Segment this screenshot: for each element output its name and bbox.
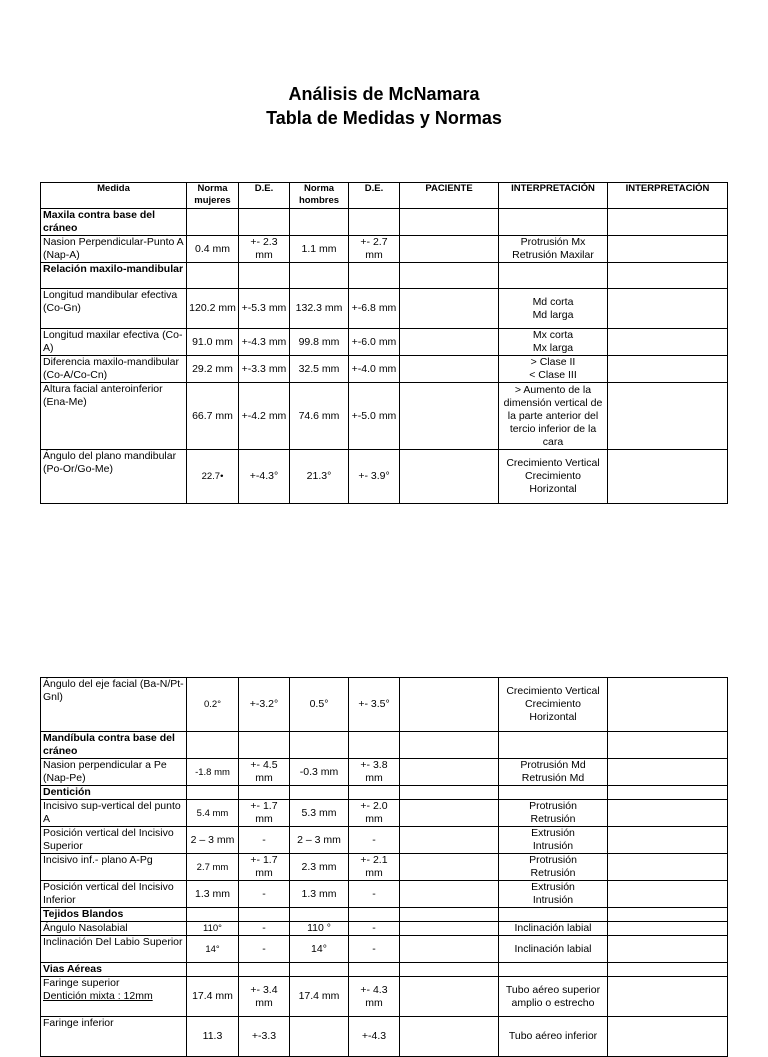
empty-cell xyxy=(400,263,499,289)
empty-cell xyxy=(349,209,400,236)
de-hombres-value: +- 3.5° xyxy=(349,678,400,732)
empty-cell xyxy=(499,786,608,800)
interpretacion-2-value xyxy=(608,881,728,908)
interpretacion-2-value xyxy=(608,383,728,450)
interpretation-line: Extrusión xyxy=(531,827,575,839)
interpretacion-2-value xyxy=(608,329,728,356)
de-hombres-value: - xyxy=(349,881,400,908)
de-mujeres-value: +-4.2 mm xyxy=(239,383,290,450)
interpretacion-value xyxy=(499,383,608,450)
norma-hombres-value: 74.6 mm xyxy=(290,383,349,450)
interpretation-line: Retrusión xyxy=(530,813,576,825)
de-hombres-value: +- 3.8 mm xyxy=(349,759,400,786)
de-mujeres-value: +-3.3 mm xyxy=(239,356,290,383)
de-mujeres-value: +-4.3 mm xyxy=(239,329,290,356)
interpretation-line: Crecimiento Vertical xyxy=(506,457,600,469)
paciente-value xyxy=(400,450,499,504)
interpretacion-2-value xyxy=(608,800,728,827)
header-norma-hombres: Norma hombres xyxy=(290,183,349,209)
interpretacion-2-value xyxy=(608,827,728,854)
header-norma-mujeres: Norma mujeres xyxy=(187,183,239,209)
measure-label: Nasion perpendicular a Pe (Nap-Pe) xyxy=(43,759,167,784)
empty-cell xyxy=(239,732,290,759)
interpretacion-value xyxy=(499,977,608,1017)
de-hombres-value: +- 2.7 mm xyxy=(349,236,400,263)
norma-mujeres-value: 2.7 mm xyxy=(187,854,239,881)
header-medida: Medida xyxy=(41,183,187,209)
empty-cell xyxy=(608,963,728,977)
section-label: Relación maxilo-mandibular xyxy=(41,263,187,289)
empty-cell xyxy=(239,209,290,236)
interpretation-line: Retrusión Maxilar xyxy=(512,249,594,261)
table-row xyxy=(41,678,728,732)
table-row xyxy=(41,881,728,908)
empty-cell xyxy=(608,732,728,759)
de-mujeres-value: +- 3.4 mm xyxy=(239,977,290,1017)
measure-name xyxy=(41,1017,187,1057)
interpretacion-value xyxy=(499,800,608,827)
measure-name xyxy=(41,356,187,383)
de-mujeres-value: +- 2.3 mm xyxy=(239,236,290,263)
measure-name xyxy=(41,977,187,1017)
interpretacion-value xyxy=(499,827,608,854)
empty-cell xyxy=(187,732,239,759)
empty-cell xyxy=(608,209,728,236)
table-row xyxy=(41,759,728,786)
header-de-mujeres: D.E. xyxy=(239,183,290,209)
norma-hombres-value: 99.8 mm xyxy=(290,329,349,356)
interpretacion-2-value xyxy=(608,936,728,963)
measure-name xyxy=(41,881,187,908)
paciente-value xyxy=(400,329,499,356)
interpretacion-value xyxy=(499,854,608,881)
norma-hombres-value: 17.4 mm xyxy=(290,977,349,1017)
measure-name xyxy=(41,922,187,936)
measure-label: Ángulo Nasolabial xyxy=(43,922,128,934)
interpretacion-value xyxy=(499,450,608,504)
empty-cell xyxy=(499,908,608,922)
de-mujeres-value: +-3.2° xyxy=(239,678,290,732)
norma-hombres-value: 2.3 mm xyxy=(290,854,349,881)
de-hombres-value: +-6.0 mm xyxy=(349,329,400,356)
de-mujeres-value: +- 4.5 mm xyxy=(239,759,290,786)
table-row xyxy=(41,1017,728,1057)
table-row xyxy=(41,827,728,854)
table-row xyxy=(41,236,728,263)
measure-name xyxy=(41,759,187,786)
interpretacion-value xyxy=(499,678,608,732)
norma-hombres-value: 32.5 mm xyxy=(290,356,349,383)
header-de-hombres: D.E. xyxy=(349,183,400,209)
de-mujeres-value: - xyxy=(239,827,290,854)
de-hombres-value: +-5.0 mm xyxy=(349,383,400,450)
section-label: Dentición xyxy=(41,786,187,800)
section-row xyxy=(41,786,728,800)
norma-mujeres-value: 22.7• xyxy=(187,450,239,504)
norma-hombres-value: 110 ° xyxy=(290,922,349,936)
interpretacion-value xyxy=(499,922,608,936)
empty-cell xyxy=(290,908,349,922)
empty-cell xyxy=(187,209,239,236)
measure-label: Longitud mandibular efectiva (Co-Gn) xyxy=(43,289,178,314)
table-row xyxy=(41,854,728,881)
empty-cell xyxy=(239,786,290,800)
measure-label: Longitud maxilar efectiva (Co-A) xyxy=(43,329,183,354)
empty-cell xyxy=(349,963,400,977)
empty-cell xyxy=(239,263,290,289)
empty-cell xyxy=(187,908,239,922)
interpretacion-2-value xyxy=(608,759,728,786)
empty-cell xyxy=(290,209,349,236)
empty-cell xyxy=(349,732,400,759)
interpretation-line: Inclinación labial xyxy=(514,942,592,955)
interpretacion-2-value xyxy=(608,289,728,329)
norma-mujeres-value: 66.7 mm xyxy=(187,383,239,450)
empty-cell xyxy=(290,732,349,759)
empty-cell xyxy=(608,908,728,922)
interpretacion-2-value xyxy=(608,922,728,936)
de-hombres-value: +- 2.0 mm xyxy=(349,800,400,827)
paciente-value xyxy=(400,827,499,854)
empty-cell xyxy=(290,963,349,977)
empty-cell xyxy=(400,908,499,922)
de-hombres-value: +- 3.9° xyxy=(349,450,400,504)
de-hombres-value: +- 2.1 mm xyxy=(349,854,400,881)
de-mujeres-value: +- 1.7 mm xyxy=(239,854,290,881)
empty-cell xyxy=(349,786,400,800)
section-row xyxy=(41,908,728,922)
interpretacion-2-value xyxy=(608,678,728,732)
interpretation-line: Intrusión xyxy=(532,840,574,852)
interpretation-line: Intrusión xyxy=(532,894,574,906)
interpretation-line: Mx larga xyxy=(532,342,574,354)
paciente-value xyxy=(400,854,499,881)
table-row xyxy=(41,800,728,827)
interpretacion-2-value xyxy=(608,977,728,1017)
empty-cell xyxy=(239,908,290,922)
paciente-value xyxy=(400,881,499,908)
empty-cell xyxy=(187,263,239,289)
norma-hombres-value: 5.3 mm xyxy=(290,800,349,827)
norma-mujeres-value: 91.0 mm xyxy=(187,329,239,356)
norma-hombres-value: 14° xyxy=(290,936,349,963)
empty-cell xyxy=(499,963,608,977)
de-mujeres-value: +-3.3 xyxy=(239,1017,290,1057)
interpretacion-value xyxy=(499,759,608,786)
interpretation-line: Inclinación labial xyxy=(514,922,592,934)
de-hombres-value: - xyxy=(349,922,400,936)
interpretacion-value xyxy=(499,329,608,356)
interpretation-line: Crecimiento Vertical xyxy=(506,685,600,697)
table-row xyxy=(41,383,728,450)
measurements-table-2 xyxy=(40,677,728,1057)
empty-cell xyxy=(400,209,499,236)
interpretacion-value xyxy=(499,236,608,263)
measure-name xyxy=(41,383,187,450)
empty-cell xyxy=(499,209,608,236)
empty-cell xyxy=(400,786,499,800)
section-row xyxy=(41,963,728,977)
section-row xyxy=(41,732,728,759)
section-row xyxy=(41,209,728,236)
interpretation-line: Protrusión Mx xyxy=(520,236,586,248)
measure-name xyxy=(41,329,187,356)
interpretacion-2-value xyxy=(608,1017,728,1057)
empty-cell xyxy=(187,963,239,977)
interpretation-line: Crecimiento Horizontal xyxy=(524,698,582,723)
empty-cell xyxy=(400,963,499,977)
measure-label: Diferencia maxilo-mandibular (Co-A/Co-Cn) xyxy=(43,356,179,381)
section-label: Mandíbula contra base del cráneo xyxy=(41,732,187,759)
empty-cell xyxy=(290,786,349,800)
empty-cell xyxy=(499,732,608,759)
norma-mujeres-value: 29.2 mm xyxy=(187,356,239,383)
empty-cell xyxy=(349,263,400,289)
de-hombres-value: +-4.3 xyxy=(349,1017,400,1057)
paciente-value xyxy=(400,936,499,963)
norma-mujeres-value: 120.2 mm xyxy=(187,289,239,329)
de-mujeres-value: +- 1.7 mm xyxy=(239,800,290,827)
empty-cell xyxy=(608,263,728,289)
interpretation-line: Tubo aéreo inferior xyxy=(508,1030,598,1042)
measure-label: Ángulo del eje facial (Ba-N/Pt-Gnl) xyxy=(43,678,184,703)
measure-name xyxy=(41,827,187,854)
norma-mujeres-value: 0.2° xyxy=(187,678,239,732)
interpretation-line: Protrusión xyxy=(529,854,577,866)
interpretation-line: > Aumento de la dimensión vertical de la parte anterior del tercio inferior de la cara xyxy=(503,383,603,448)
de-hombres-value: +-6.8 mm xyxy=(349,289,400,329)
measure-label: Posición vertical del Incisivo Inferior xyxy=(43,881,174,906)
de-hombres-value: - xyxy=(349,936,400,963)
interpretacion-2-value xyxy=(608,236,728,263)
norma-hombres-value: 21.3° xyxy=(290,450,349,504)
interpretacion-2-value xyxy=(608,450,728,504)
header-interpretacion: INTERPRETACIÓN xyxy=(499,183,608,209)
measurements-table-1 xyxy=(40,182,728,504)
header-interpretacion-2: INTERPRETACIÓN xyxy=(608,183,728,209)
empty-cell xyxy=(499,263,608,289)
interpretation-line: Tubo aéreo superior amplio o estrecho xyxy=(505,983,601,1009)
section-label: Vias Aéreas xyxy=(41,963,187,977)
norma-hombres-value: 1.3 mm xyxy=(290,881,349,908)
interpretation-line: Protrusión xyxy=(529,800,577,812)
empty-cell xyxy=(239,963,290,977)
empty-cell xyxy=(349,908,400,922)
table-row xyxy=(41,450,728,504)
norma-mujeres-value: 11.3 xyxy=(187,1017,239,1057)
document-subtitle: Tabla de Medidas y Normas xyxy=(266,108,502,128)
measure-name xyxy=(41,289,187,329)
interpretation-line: Md corta xyxy=(532,295,574,308)
interpretacion-value xyxy=(499,881,608,908)
norma-mujeres-value: 0.4 mm xyxy=(187,236,239,263)
section-label: Tejidos Blandos xyxy=(41,908,187,922)
paciente-value xyxy=(400,383,499,450)
empty-cell xyxy=(187,786,239,800)
interpretation-line: Protrusión Md xyxy=(520,759,586,771)
table-header-row xyxy=(41,183,728,209)
paciente-value xyxy=(400,678,499,732)
table-row xyxy=(41,289,728,329)
de-mujeres-value: - xyxy=(239,922,290,936)
interpretation-line: Extrusión xyxy=(531,881,575,893)
measure-name xyxy=(41,936,187,963)
measure-label: Altura facial anteroinferior (Ena-Me) xyxy=(43,383,163,408)
norma-hombres-value: 0.5° xyxy=(290,678,349,732)
paciente-value xyxy=(400,800,499,827)
section-label: Maxila contra base del cráneo xyxy=(41,209,187,236)
paciente-value xyxy=(400,922,499,936)
interpretacion-2-value xyxy=(608,356,728,383)
paciente-value xyxy=(400,236,499,263)
document-title: Análisis de McNamara xyxy=(288,84,480,104)
interpretacion-value xyxy=(499,936,608,963)
interpretacion-value xyxy=(499,1017,608,1057)
table-row xyxy=(41,936,728,963)
paciente-value xyxy=(400,1017,499,1057)
de-hombres-value: +-4.0 mm xyxy=(349,356,400,383)
measure-label: Faringe superior xyxy=(43,977,120,989)
interpretacion-value xyxy=(499,289,608,329)
table-row xyxy=(41,329,728,356)
interpretation-line: > Clase II xyxy=(530,356,576,368)
interpretation-line: Md larga xyxy=(532,308,574,321)
norma-hombres-value xyxy=(290,1017,349,1057)
interpretacion-2-value xyxy=(608,854,728,881)
interpretation-line: Retrusión Md xyxy=(521,772,585,784)
paciente-value xyxy=(400,289,499,329)
de-hombres-value: - xyxy=(349,827,400,854)
measure-label: Ángulo del plano mandibular (Po-Or/Go-Me) xyxy=(43,450,177,475)
interpretacion-value xyxy=(499,356,608,383)
norma-hombres-value: 132.3 mm xyxy=(290,289,349,329)
measure-label: Faringe inferior xyxy=(43,1017,114,1029)
empty-cell xyxy=(290,263,349,289)
measure-label: Incisivo inf.- plano A-Pg xyxy=(43,854,153,866)
header-paciente: PACIENTE xyxy=(400,183,499,209)
measure-label: Incisivo sup-vertical del punto A xyxy=(43,800,181,825)
interpretation-line: Retrusión xyxy=(530,867,576,879)
norma-hombres-value: 2 – 3 mm xyxy=(290,827,349,854)
measure-name xyxy=(41,450,187,504)
table-row xyxy=(41,977,728,1017)
interpretation-line: Mx corta xyxy=(532,329,574,341)
measure-note: Dentición mixta : 12mm xyxy=(43,990,153,1002)
interpretation-line: Crecimiento Horizontal xyxy=(524,470,582,495)
empty-cell xyxy=(608,786,728,800)
empty-cell xyxy=(400,732,499,759)
norma-mujeres-value: 2 – 3 mm xyxy=(187,827,239,854)
de-hombres-value: +- 4.3 mm xyxy=(349,977,400,1017)
de-mujeres-value: - xyxy=(239,881,290,908)
norma-mujeres-value: 1.3 mm xyxy=(187,881,239,908)
norma-hombres-value: 1.1 mm xyxy=(290,236,349,263)
norma-hombres-value: -0.3 mm xyxy=(290,759,349,786)
paciente-value xyxy=(400,977,499,1017)
measure-name xyxy=(41,854,187,881)
measure-label: Posición vertical del Incisivo Superior xyxy=(43,827,174,852)
norma-mujeres-value: -1.8 mm xyxy=(187,759,239,786)
de-mujeres-value: +-5.3 mm xyxy=(239,289,290,329)
norma-mujeres-value: 5.4 mm xyxy=(187,800,239,827)
measure-name xyxy=(41,678,187,732)
measure-name xyxy=(41,236,187,263)
norma-mujeres-value: 17.4 mm xyxy=(187,977,239,1017)
norma-mujeres-value: 110° xyxy=(187,922,239,936)
paciente-value xyxy=(400,759,499,786)
table-row xyxy=(41,922,728,936)
interpretation-line: < Clase III xyxy=(529,369,577,381)
measure-label: Nasion Perpendicular-Punto A (Nap-A) xyxy=(43,236,184,261)
de-mujeres-value: +-4.3° xyxy=(239,450,290,504)
de-mujeres-value: - xyxy=(239,936,290,963)
paciente-value xyxy=(400,356,499,383)
section-row xyxy=(41,263,728,289)
table-row xyxy=(41,356,728,383)
measure-name xyxy=(41,800,187,827)
norma-mujeres-value: 14° xyxy=(187,936,239,963)
measure-label: Inclinación Del Labio Superior xyxy=(43,936,183,948)
